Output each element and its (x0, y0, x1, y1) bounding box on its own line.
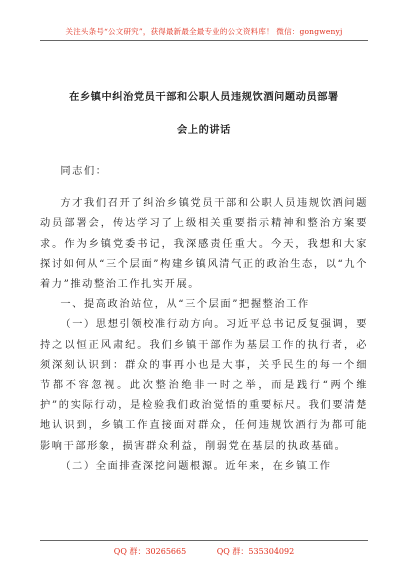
footer-rule (40, 540, 368, 541)
header-note: 关注头条号“公文研究”，获得最新最全最专业的公文资料库！ 微信：gongwenyj (65, 27, 343, 36)
qq-group-1: QQ 群：30265665 (113, 547, 187, 556)
paragraph-intro: 方才我们召开了纠治乡镇党员干部和公职人员违规饮酒问题动员部署会，传达学习了上级相关重要指示精神和整治方案要求。作为乡镇党委书记，我深感责任重大。今天，我想和大家探讨如何从“三个层面”构建乡镇风清气正的政治生态，以“九个着力”推动整治工作扎实开展。 (40, 198, 368, 291)
section-heading-1: 一、提高政治站位，从“三个层面”把握整治工作 (60, 299, 310, 311)
document-title-line-1: 在乡镇中纠治党员干部和公职人员违规饮酒问题动员部署 (69, 91, 339, 103)
paragraph-point-2: （二）全面排查深挖问题根源。近年来，在乡镇工作 (60, 460, 332, 472)
footer-contact (40, 546, 368, 557)
paragraph-point-1: （一）思想引领校准行动方向。习近平总书记反复强调，要持之以恒正风肃纪。我们乡镇干部作为基层工作的执行者，必须深刻认识到：群众的事再小也是大事，关乎民生的每一个细节都不容忽视。此次整治绝非一时之举，而是践行“两个维护”的实际行动，是检验我们政治觉悟的重要标尺。我们要清楚地认识到，乡镇工作直接面对群众，任何违规饮酒行为都可能影响干部形象，损害群众利益，削弱党在基层的执政基础。 (40, 319, 368, 452)
qq-group-2: QQ 群：535304092 (216, 547, 295, 556)
salutation: 同志们： (60, 166, 108, 177)
header-rule (40, 40, 368, 41)
document-title-line-2: 会上的讲话 (177, 124, 231, 136)
document-body (40, 162, 368, 477)
